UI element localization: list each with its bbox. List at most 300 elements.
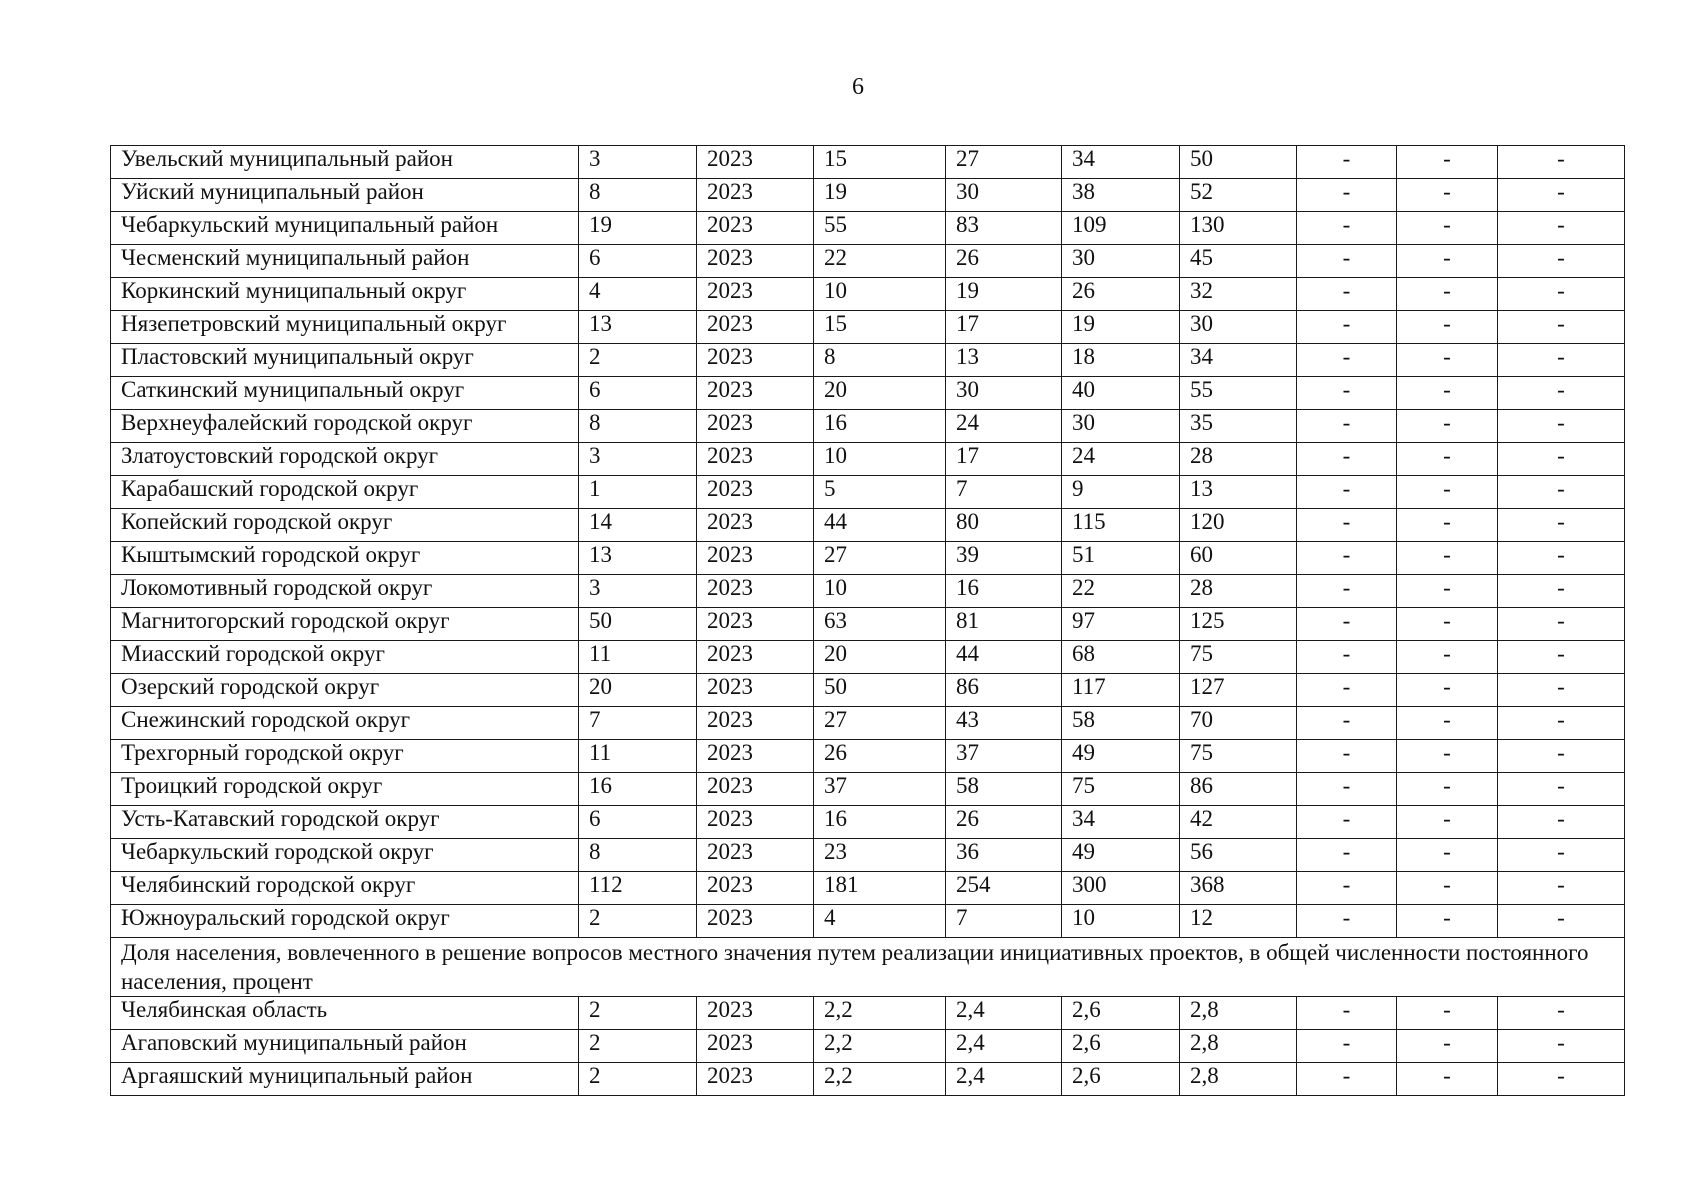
target-value-2-cell: 83 (946, 212, 1062, 245)
target-value-2-cell: 2,4 (946, 997, 1062, 1030)
target-value-4-cell: 75 (1180, 641, 1297, 674)
dash-cell-1: - (1297, 509, 1397, 542)
table-row (111, 311, 1625, 344)
table-row (111, 905, 1625, 938)
target-value-2-cell: 7 (946, 476, 1062, 509)
table-row (111, 674, 1625, 707)
base-value-cell: 11 (579, 641, 697, 674)
target-value-1-cell: 23 (814, 839, 946, 872)
base-year-cell: 2023 (697, 674, 814, 707)
dash-cell-3: - (1498, 179, 1625, 212)
target-value-1-cell: 20 (814, 377, 946, 410)
target-value-1-cell: 10 (814, 575, 946, 608)
municipality-name-cell: Южноуральский городской округ (111, 905, 579, 938)
municipality-name-cell: Агаповский муниципальный район (111, 1030, 579, 1063)
target-value-3-cell: 40 (1062, 377, 1180, 410)
dash-cell-1: - (1297, 806, 1397, 839)
municipality-name-cell: Аргаяшский муниципальный район (111, 1063, 579, 1096)
dash-cell-1: - (1297, 773, 1397, 806)
dash-cell-1: - (1297, 377, 1397, 410)
table-row (111, 740, 1625, 773)
dash-cell-3: - (1498, 509, 1625, 542)
base-year-cell: 2023 (697, 905, 814, 938)
indicators-table (110, 145, 1625, 1096)
municipality-name-cell: Чебаркульский городской округ (111, 839, 579, 872)
target-value-3-cell: 115 (1062, 509, 1180, 542)
section-heading: Доля населения, вовлеченного в решение вопросов местного значения путем реализации инициативных проектов, в общей численности постоянного населения, процент (111, 938, 1625, 997)
dash-cell-2: - (1397, 1030, 1498, 1063)
target-value-3-cell: 34 (1062, 806, 1180, 839)
table-row (111, 146, 1625, 179)
target-value-4-cell: 34 (1180, 344, 1297, 377)
municipality-name-cell: Чесменский муниципальный район (111, 245, 579, 278)
dash-cell-3: - (1498, 476, 1625, 509)
base-year-cell: 2023 (697, 608, 814, 641)
target-value-4-cell: 12 (1180, 905, 1297, 938)
target-value-2-cell: 19 (946, 278, 1062, 311)
dash-cell-3: - (1498, 443, 1625, 476)
dash-cell-2: - (1397, 707, 1498, 740)
target-value-4-cell: 32 (1180, 278, 1297, 311)
target-value-4-cell: 28 (1180, 575, 1297, 608)
table-row (111, 278, 1625, 311)
target-value-2-cell: 26 (946, 245, 1062, 278)
dash-cell-2: - (1397, 377, 1498, 410)
dash-cell-3: - (1498, 212, 1625, 245)
base-value-cell: 1 (579, 476, 697, 509)
target-value-2-cell: 24 (946, 410, 1062, 443)
target-value-4-cell: 125 (1180, 608, 1297, 641)
target-value-2-cell: 30 (946, 179, 1062, 212)
base-value-cell: 50 (579, 608, 697, 641)
dash-cell-2: - (1397, 773, 1498, 806)
target-value-1-cell: 37 (814, 773, 946, 806)
dash-cell-3: - (1498, 410, 1625, 443)
base-year-cell: 2023 (697, 806, 814, 839)
target-value-3-cell: 10 (1062, 905, 1180, 938)
dash-cell-1: - (1297, 575, 1397, 608)
dash-cell-3: - (1498, 608, 1625, 641)
target-value-1-cell: 2,2 (814, 1030, 946, 1063)
base-value-cell: 3 (579, 443, 697, 476)
dash-cell-2: - (1397, 476, 1498, 509)
table-row (111, 641, 1625, 674)
target-value-4-cell: 42 (1180, 806, 1297, 839)
municipality-name-cell: Карабашский городской округ (111, 476, 579, 509)
table-row (111, 212, 1625, 245)
dash-cell-3: - (1498, 997, 1625, 1030)
target-value-1-cell: 2,2 (814, 997, 946, 1030)
base-year-cell: 2023 (697, 997, 814, 1030)
table-row (111, 608, 1625, 641)
dash-cell-2: - (1397, 146, 1498, 179)
target-value-2-cell: 30 (946, 377, 1062, 410)
target-value-3-cell: 38 (1062, 179, 1180, 212)
target-value-3-cell: 117 (1062, 674, 1180, 707)
base-value-cell: 13 (579, 542, 697, 575)
dash-cell-1: - (1297, 997, 1397, 1030)
target-value-3-cell: 49 (1062, 839, 1180, 872)
base-year-cell: 2023 (697, 245, 814, 278)
base-year-cell: 2023 (697, 839, 814, 872)
dash-cell-1: - (1297, 410, 1397, 443)
municipality-name-cell: Миасский городской округ (111, 641, 579, 674)
table-row (111, 1030, 1625, 1063)
table-row (111, 245, 1625, 278)
target-value-4-cell: 120 (1180, 509, 1297, 542)
target-value-3-cell: 22 (1062, 575, 1180, 608)
target-value-2-cell: 81 (946, 608, 1062, 641)
table-body (111, 146, 1625, 1096)
base-value-cell: 6 (579, 245, 697, 278)
target-value-3-cell: 75 (1062, 773, 1180, 806)
dash-cell-1: - (1297, 674, 1397, 707)
target-value-2-cell: 17 (946, 311, 1062, 344)
base-value-cell: 3 (579, 575, 697, 608)
target-value-1-cell: 4 (814, 905, 946, 938)
base-value-cell: 2 (579, 997, 697, 1030)
dash-cell-2: - (1397, 212, 1498, 245)
dash-cell-1: - (1297, 179, 1397, 212)
base-value-cell: 7 (579, 707, 697, 740)
target-value-3-cell: 30 (1062, 245, 1180, 278)
dash-cell-3: - (1498, 1063, 1625, 1096)
dash-cell-3: - (1498, 905, 1625, 938)
municipality-name-cell: Трехгорный городской округ (111, 740, 579, 773)
dash-cell-3: - (1498, 575, 1625, 608)
target-value-2-cell: 39 (946, 542, 1062, 575)
municipality-name-cell: Саткинский муниципальный округ (111, 377, 579, 410)
base-value-cell: 20 (579, 674, 697, 707)
target-value-4-cell: 52 (1180, 179, 1297, 212)
municipality-name-cell: Копейский городской округ (111, 509, 579, 542)
dash-cell-2: - (1397, 311, 1498, 344)
base-year-cell: 2023 (697, 443, 814, 476)
base-year-cell: 2023 (697, 740, 814, 773)
dash-cell-2: - (1397, 344, 1498, 377)
target-value-2-cell: 43 (946, 707, 1062, 740)
target-value-1-cell: 16 (814, 806, 946, 839)
dash-cell-1: - (1297, 905, 1397, 938)
target-value-4-cell: 130 (1180, 212, 1297, 245)
target-value-4-cell: 56 (1180, 839, 1297, 872)
table-row (111, 344, 1625, 377)
target-value-1-cell: 20 (814, 641, 946, 674)
target-value-2-cell: 17 (946, 443, 1062, 476)
target-value-2-cell: 2,4 (946, 1030, 1062, 1063)
dash-cell-1: - (1297, 146, 1397, 179)
target-value-1-cell: 22 (814, 245, 946, 278)
target-value-2-cell: 86 (946, 674, 1062, 707)
base-value-cell: 2 (579, 344, 697, 377)
dash-cell-2: - (1397, 179, 1498, 212)
municipality-name-cell: Челябинская область (111, 997, 579, 1030)
base-year-cell: 2023 (697, 212, 814, 245)
base-value-cell: 4 (579, 278, 697, 311)
base-value-cell: 8 (579, 839, 697, 872)
target-value-3-cell: 18 (1062, 344, 1180, 377)
base-year-cell: 2023 (697, 311, 814, 344)
target-value-4-cell: 86 (1180, 773, 1297, 806)
table-row (111, 997, 1625, 1030)
dash-cell-3: - (1498, 311, 1625, 344)
dash-cell-1: - (1297, 839, 1397, 872)
base-year-cell: 2023 (697, 344, 814, 377)
dash-cell-3: - (1498, 245, 1625, 278)
target-value-4-cell: 2,8 (1180, 1063, 1297, 1096)
municipality-name-cell: Челябинский городской округ (111, 872, 579, 905)
table-row (111, 179, 1625, 212)
base-year-cell: 2023 (697, 707, 814, 740)
dash-cell-2: - (1397, 1063, 1498, 1096)
municipality-name-cell: Златоустовский городской округ (111, 443, 579, 476)
dash-cell-1: - (1297, 443, 1397, 476)
target-value-3-cell: 2,6 (1062, 997, 1180, 1030)
target-value-4-cell: 45 (1180, 245, 1297, 278)
target-value-4-cell: 60 (1180, 542, 1297, 575)
target-value-1-cell: 10 (814, 443, 946, 476)
base-year-cell: 2023 (697, 410, 814, 443)
base-year-cell: 2023 (697, 542, 814, 575)
dash-cell-2: - (1397, 410, 1498, 443)
municipality-name-cell: Коркинский муниципальный округ (111, 278, 579, 311)
target-value-1-cell: 15 (814, 146, 946, 179)
base-value-cell: 6 (579, 377, 697, 410)
dash-cell-1: - (1297, 542, 1397, 575)
municipality-name-cell: Снежинский городской округ (111, 707, 579, 740)
dash-cell-2: - (1397, 575, 1498, 608)
target-value-2-cell: 2,4 (946, 1063, 1062, 1096)
base-year-cell: 2023 (697, 872, 814, 905)
table-row (111, 410, 1625, 443)
dash-cell-1: - (1297, 212, 1397, 245)
dash-cell-2: - (1397, 278, 1498, 311)
municipality-name-cell: Усть-Катавский городской округ (111, 806, 579, 839)
target-value-3-cell: 34 (1062, 146, 1180, 179)
municipality-name-cell: Увельский муниципальный район (111, 146, 579, 179)
dash-cell-1: - (1297, 245, 1397, 278)
base-value-cell: 2 (579, 1063, 697, 1096)
target-value-3-cell: 49 (1062, 740, 1180, 773)
target-value-3-cell: 300 (1062, 872, 1180, 905)
municipality-name-cell: Нязепетровский муниципальный округ (111, 311, 579, 344)
target-value-3-cell: 58 (1062, 707, 1180, 740)
dash-cell-3: - (1498, 344, 1625, 377)
dash-cell-1: - (1297, 278, 1397, 311)
municipality-name-cell: Кыштымский городской округ (111, 542, 579, 575)
target-value-1-cell: 26 (814, 740, 946, 773)
target-value-1-cell: 27 (814, 542, 946, 575)
target-value-4-cell: 70 (1180, 707, 1297, 740)
target-value-2-cell: 13 (946, 344, 1062, 377)
target-value-4-cell: 127 (1180, 674, 1297, 707)
table-row (111, 773, 1625, 806)
base-value-cell: 6 (579, 806, 697, 839)
base-year-cell: 2023 (697, 278, 814, 311)
base-value-cell: 8 (579, 179, 697, 212)
dash-cell-2: - (1397, 806, 1498, 839)
dash-cell-1: - (1297, 476, 1397, 509)
target-value-3-cell: 2,6 (1062, 1030, 1180, 1063)
dash-cell-3: - (1498, 641, 1625, 674)
dash-cell-1: - (1297, 608, 1397, 641)
dash-cell-1: - (1297, 872, 1397, 905)
dash-cell-1: - (1297, 311, 1397, 344)
target-value-4-cell: 28 (1180, 443, 1297, 476)
municipality-name-cell: Чебаркульский муниципальный район (111, 212, 579, 245)
dash-cell-3: - (1498, 146, 1625, 179)
target-value-3-cell: 30 (1062, 410, 1180, 443)
dash-cell-2: - (1397, 509, 1498, 542)
target-value-1-cell: 50 (814, 674, 946, 707)
target-value-3-cell: 68 (1062, 641, 1180, 674)
dash-cell-2: - (1397, 674, 1498, 707)
dash-cell-1: - (1297, 344, 1397, 377)
dash-cell-3: - (1498, 674, 1625, 707)
target-value-4-cell: 35 (1180, 410, 1297, 443)
target-value-2-cell: 27 (946, 146, 1062, 179)
municipality-name-cell: Локомотивный городской округ (111, 575, 579, 608)
target-value-4-cell: 2,8 (1180, 997, 1297, 1030)
table-row (111, 707, 1625, 740)
target-value-3-cell: 2,6 (1062, 1063, 1180, 1096)
table-row (111, 377, 1625, 410)
base-year-cell: 2023 (697, 1063, 814, 1096)
municipality-name-cell: Троицкий городской округ (111, 773, 579, 806)
base-year-cell: 2023 (697, 773, 814, 806)
target-value-4-cell: 2,8 (1180, 1030, 1297, 1063)
table-row (111, 806, 1625, 839)
dash-cell-1: - (1297, 740, 1397, 773)
table-row (111, 509, 1625, 542)
target-value-1-cell: 2,2 (814, 1063, 946, 1096)
target-value-3-cell: 97 (1062, 608, 1180, 641)
dash-cell-2: - (1397, 443, 1498, 476)
target-value-2-cell: 7 (946, 905, 1062, 938)
dash-cell-2: - (1397, 872, 1498, 905)
target-value-4-cell: 13 (1180, 476, 1297, 509)
target-value-1-cell: 15 (814, 311, 946, 344)
dash-cell-3: - (1498, 707, 1625, 740)
dash-cell-3: - (1498, 377, 1625, 410)
base-year-cell: 2023 (697, 575, 814, 608)
table-row (111, 476, 1625, 509)
dash-cell-3: - (1498, 806, 1625, 839)
dash-cell-3: - (1498, 839, 1625, 872)
dash-cell-3: - (1498, 872, 1625, 905)
municipality-name-cell: Верхнеуфалейский городской округ (111, 410, 579, 443)
dash-cell-2: - (1397, 641, 1498, 674)
target-value-2-cell: 26 (946, 806, 1062, 839)
table-row (111, 872, 1625, 905)
target-value-3-cell: 109 (1062, 212, 1180, 245)
base-value-cell: 2 (579, 905, 697, 938)
target-value-1-cell: 16 (814, 410, 946, 443)
dash-cell-3: - (1498, 542, 1625, 575)
target-value-2-cell: 80 (946, 509, 1062, 542)
base-year-cell: 2023 (697, 509, 814, 542)
municipality-name-cell: Пластовский муниципальный округ (111, 344, 579, 377)
dash-cell-2: - (1397, 245, 1498, 278)
municipality-name-cell: Озерский городской округ (111, 674, 579, 707)
base-value-cell: 14 (579, 509, 697, 542)
target-value-4-cell: 75 (1180, 740, 1297, 773)
table-row (111, 575, 1625, 608)
dash-cell-1: - (1297, 1030, 1397, 1063)
target-value-2-cell: 37 (946, 740, 1062, 773)
dash-cell-3: - (1498, 1030, 1625, 1063)
base-year-cell: 2023 (697, 641, 814, 674)
dash-cell-2: - (1397, 542, 1498, 575)
target-value-2-cell: 58 (946, 773, 1062, 806)
dash-cell-2: - (1397, 740, 1498, 773)
dash-cell-2: - (1397, 839, 1498, 872)
target-value-3-cell: 19 (1062, 311, 1180, 344)
target-value-3-cell: 26 (1062, 278, 1180, 311)
dash-cell-3: - (1498, 278, 1625, 311)
base-year-cell: 2023 (697, 179, 814, 212)
table-row (111, 839, 1625, 872)
target-value-1-cell: 27 (814, 707, 946, 740)
target-value-1-cell: 19 (814, 179, 946, 212)
dash-cell-2: - (1397, 997, 1498, 1030)
base-value-cell: 19 (579, 212, 697, 245)
target-value-3-cell: 9 (1062, 476, 1180, 509)
target-value-1-cell: 8 (814, 344, 946, 377)
target-value-2-cell: 16 (946, 575, 1062, 608)
section-heading-row (111, 938, 1625, 997)
target-value-2-cell: 44 (946, 641, 1062, 674)
target-value-1-cell: 10 (814, 278, 946, 311)
target-value-4-cell: 55 (1180, 377, 1297, 410)
base-value-cell: 112 (579, 872, 697, 905)
dash-cell-3: - (1498, 773, 1625, 806)
base-value-cell: 13 (579, 311, 697, 344)
target-value-4-cell: 50 (1180, 146, 1297, 179)
base-year-cell: 2023 (697, 1030, 814, 1063)
base-year-cell: 2023 (697, 377, 814, 410)
dash-cell-1: - (1297, 707, 1397, 740)
table-row (111, 542, 1625, 575)
table-row (111, 1063, 1625, 1096)
base-value-cell: 11 (579, 740, 697, 773)
dash-cell-2: - (1397, 905, 1498, 938)
target-value-1-cell: 63 (814, 608, 946, 641)
table-row (111, 443, 1625, 476)
target-value-4-cell: 30 (1180, 311, 1297, 344)
dash-cell-1: - (1297, 1063, 1397, 1096)
base-value-cell: 8 (579, 410, 697, 443)
base-value-cell: 16 (579, 773, 697, 806)
target-value-3-cell: 51 (1062, 542, 1180, 575)
dash-cell-2: - (1397, 608, 1498, 641)
base-year-cell: 2023 (697, 476, 814, 509)
base-year-cell: 2023 (697, 146, 814, 179)
target-value-1-cell: 44 (814, 509, 946, 542)
target-value-4-cell: 368 (1180, 872, 1297, 905)
page-number: 6 (852, 74, 864, 100)
base-value-cell: 3 (579, 146, 697, 179)
target-value-2-cell: 254 (946, 872, 1062, 905)
dash-cell-3: - (1498, 740, 1625, 773)
target-value-1-cell: 5 (814, 476, 946, 509)
target-value-1-cell: 181 (814, 872, 946, 905)
municipality-name-cell: Магнитогорский городской округ (111, 608, 579, 641)
target-value-1-cell: 55 (814, 212, 946, 245)
dash-cell-1: - (1297, 641, 1397, 674)
target-value-2-cell: 36 (946, 839, 1062, 872)
municipality-name-cell: Уйский муниципальный район (111, 179, 579, 212)
